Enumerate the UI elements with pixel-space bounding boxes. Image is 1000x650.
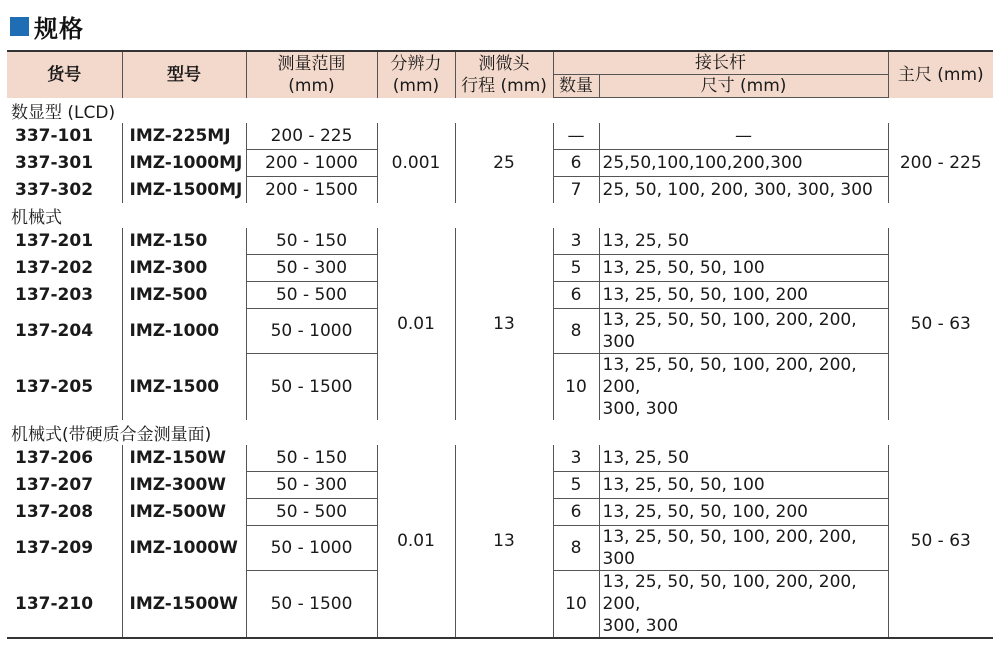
cell-code: 137-204 xyxy=(7,309,122,354)
cell-sizes: 13, 25, 50, 50, 100, 200, 200, 300 xyxy=(599,526,888,571)
cell-code: 137-206 xyxy=(7,445,122,472)
cell-range: 50 - 1000 xyxy=(246,309,377,354)
cell-range: 200 - 1000 xyxy=(246,150,377,177)
cell-model: IMZ-150 xyxy=(122,228,246,255)
cell-qty: 3 xyxy=(553,445,599,472)
cell-main-scale: 50 - 63 xyxy=(888,445,993,638)
cell-code: 137-205 xyxy=(7,354,122,421)
cell-qty: 5 xyxy=(553,255,599,282)
cell-sizes xyxy=(599,354,888,421)
cell-model: IMZ-300 xyxy=(122,255,246,282)
section-title-text: 规格 xyxy=(34,14,84,43)
cell-model: IMZ-1000MJ xyxy=(122,150,246,177)
cell-range: 200 - 225 xyxy=(246,123,377,150)
cell-qty: 8 xyxy=(553,309,599,354)
cell-model: IMZ-1500W xyxy=(122,571,246,639)
cell-model: IMZ-1500 xyxy=(122,354,246,421)
cell-model: IMZ-1000W xyxy=(122,526,246,571)
group-label: 机械式(带硬质合金测量面) xyxy=(11,425,212,445)
header-main-scale: 主尺 (mm) xyxy=(888,51,993,98)
header-ext-rods: 接长杆 xyxy=(553,51,888,75)
group-label: 数显型 (LCD) xyxy=(11,103,116,123)
header-range-unit: (mm) xyxy=(288,75,335,96)
cell-qty: 6 xyxy=(553,282,599,309)
cell-main-scale: 50 - 63 xyxy=(888,228,993,420)
group-label: 机械式 xyxy=(11,208,62,228)
header-resolution-unit: (mm) xyxy=(392,75,440,96)
cell-sizes: 13, 25, 50, 50, 100 xyxy=(599,472,888,499)
cell-qty: 10 xyxy=(553,354,599,421)
header-resolution xyxy=(377,51,455,98)
header-range xyxy=(246,51,377,98)
header-model: 型号 xyxy=(122,51,246,98)
cell-range: 50 - 1500 xyxy=(246,354,377,421)
cell-range: 50 - 500 xyxy=(246,499,377,526)
cell-model: IMZ-500W xyxy=(122,499,246,526)
cell-sizes: 13, 25, 50, 50, 100 xyxy=(599,255,888,282)
header-stroke xyxy=(455,51,553,98)
cell-resolution: 0.01 xyxy=(377,445,455,638)
header-resolution-label: 分辨力 xyxy=(390,53,442,74)
cell-qty: 7 xyxy=(553,177,599,204)
cell-code: 337-101 xyxy=(7,123,122,150)
cell-range: 50 - 300 xyxy=(246,472,377,499)
cell-sizes: 13, 25, 50, 50, 100, 200 xyxy=(599,499,888,526)
section-title xyxy=(10,9,84,43)
cell-code: 137-201 xyxy=(7,228,122,255)
cell-sizes: — xyxy=(599,123,888,150)
cell-range: 200 - 1500 xyxy=(246,177,377,204)
cell-sizes: 25, 50, 100, 200, 300, 300, 300 xyxy=(599,177,888,204)
cell-qty: 3 xyxy=(553,228,599,255)
cell-stroke: 13 xyxy=(455,228,553,420)
cell-code: 137-209 xyxy=(7,526,122,571)
cell-model: IMZ-1000 xyxy=(122,309,246,354)
cell-model: IMZ-150W xyxy=(122,445,246,472)
cell-code: 337-302 xyxy=(7,177,122,204)
header-range-label: 测量范围 xyxy=(277,53,346,74)
cell-resolution: 0.001 xyxy=(377,123,455,203)
cell-code: 137-210 xyxy=(7,571,122,639)
cell-sizes: 25,50,100,100,200,300 xyxy=(599,150,888,177)
cell-code: 137-203 xyxy=(7,282,122,309)
header-stroke-line1: 测微头 xyxy=(478,53,530,74)
cell-range: 50 - 150 xyxy=(246,445,377,472)
cell-qty: 6 xyxy=(553,150,599,177)
sizes-line2: 300, 300 xyxy=(602,399,679,419)
sizes-line2: 300, 300 xyxy=(602,616,679,636)
cell-range: 50 - 500 xyxy=(246,282,377,309)
cell-qty: 8 xyxy=(553,526,599,571)
cell-qty: — xyxy=(553,123,599,150)
spec-table xyxy=(7,50,993,639)
cell-range: 50 - 150 xyxy=(246,228,377,255)
cell-qty: 5 xyxy=(553,472,599,499)
header-stroke-line2: 行程 (mm) xyxy=(461,75,547,96)
cell-stroke: 13 xyxy=(455,445,553,638)
cell-stroke: 25 xyxy=(455,123,553,203)
sizes-line1: 13, 25, 50, 50, 100, 200, 200, 200, xyxy=(602,355,857,397)
header-ext-size: 尺寸 (mm) xyxy=(599,75,888,98)
cell-code: 137-207 xyxy=(7,472,122,499)
cell-sizes: 13, 25, 50, 50, 100, 200, 200, 300 xyxy=(599,309,888,354)
header-code: 货号 xyxy=(7,51,122,98)
cell-sizes: 13, 25, 50 xyxy=(599,445,888,472)
sizes-line1: 13, 25, 50, 50, 100, 200, 200, 200, xyxy=(602,572,857,614)
cell-code: 337-301 xyxy=(7,150,122,177)
cell-main-scale: 200 - 225 xyxy=(888,123,993,203)
cell-code: 137-208 xyxy=(7,499,122,526)
cell-sizes xyxy=(599,571,888,639)
cell-model: IMZ-500 xyxy=(122,282,246,309)
cell-sizes: 13, 25, 50, 50, 100, 200 xyxy=(599,282,888,309)
cell-qty: 10 xyxy=(553,571,599,639)
header-ext-qty: 数量 xyxy=(553,75,599,98)
cell-model: IMZ-300W xyxy=(122,472,246,499)
cell-qty: 6 xyxy=(553,499,599,526)
cell-resolution: 0.01 xyxy=(377,228,455,420)
cell-model: IMZ-1500MJ xyxy=(122,177,246,204)
cell-range: 50 - 1500 xyxy=(246,571,377,639)
title-marker xyxy=(10,17,29,36)
cell-range: 50 - 300 xyxy=(246,255,377,282)
cell-sizes: 13, 25, 50 xyxy=(599,228,888,255)
cell-model: IMZ-225MJ xyxy=(122,123,246,150)
cell-range: 50 - 1000 xyxy=(246,526,377,571)
cell-code: 137-202 xyxy=(7,255,122,282)
